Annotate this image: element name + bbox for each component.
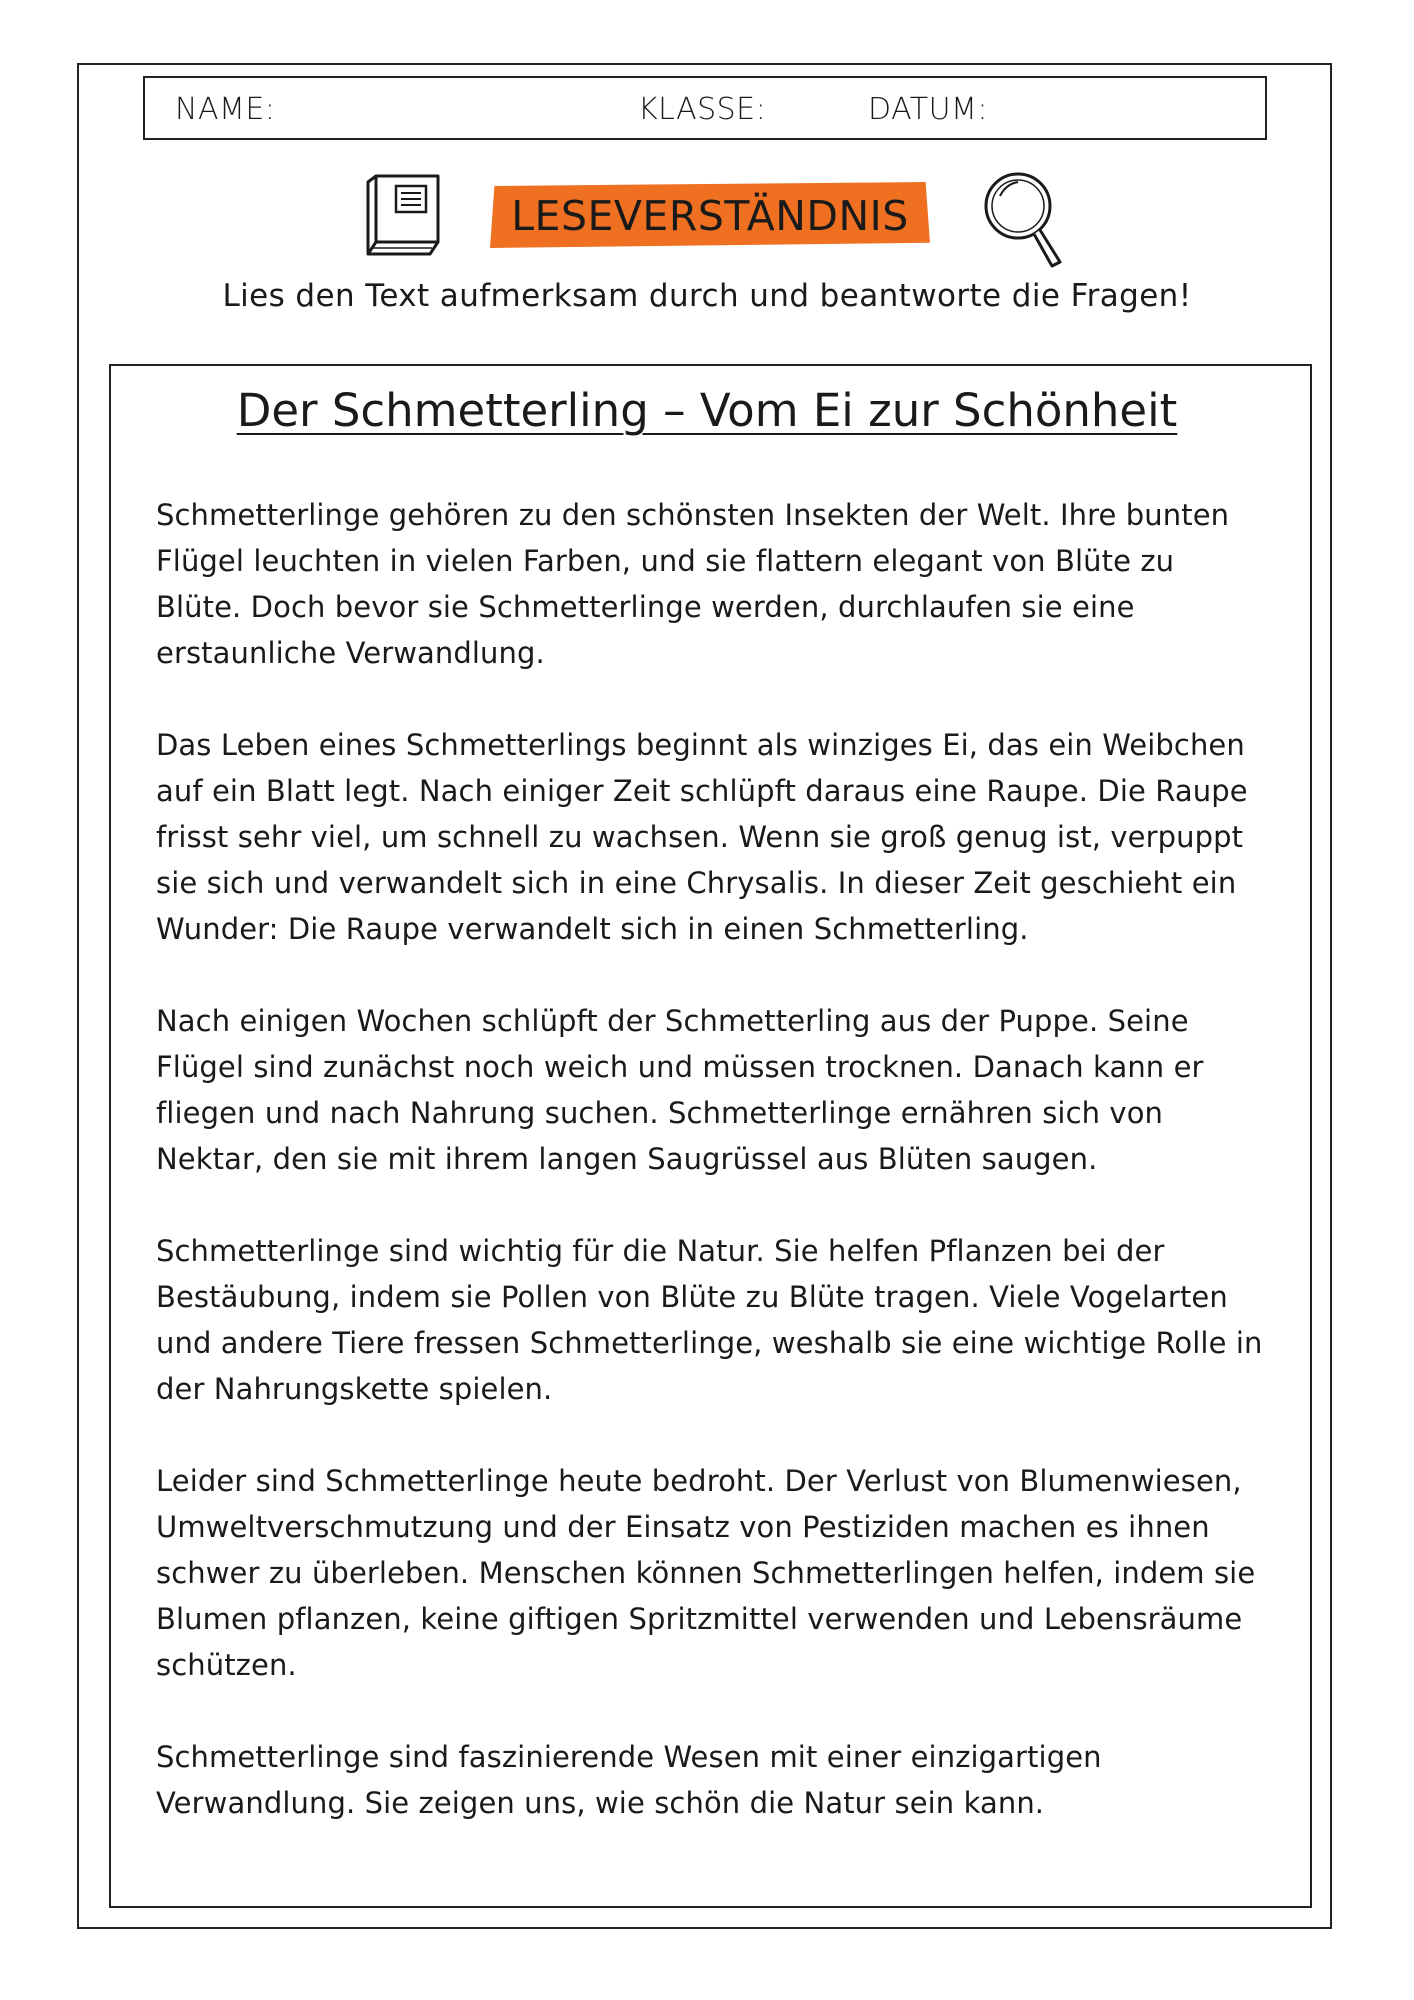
book-icon [362,172,444,258]
instruction-text: Lies den Text aufmerksam durch und beantworte die Fragen! [222,278,1192,314]
paragraph-3: Nach einigen Wochen schlüpft der Schmetterling aus der Puppe. Seine Flügel sind zunächst noch weich und müssen trocknen. Danach kann er fliegen und nach Nahrung suchen. Schmetterlinge ernähren sich von Nektar, den sie mit ihrem langen Saugrüssel aus Blüten saugen. [156,1004,1204,1176]
student-info-box [143,76,1267,140]
article-body [156,492,1266,1872]
article-title: Der Schmetterling – Vom Ei zur Schönheit [236,384,1178,437]
paragraph-4: Schmetterlinge sind wichtig für die Natur. Sie helfen Pflanzen bei der Bestäubung, indem sie Pollen von Blüte zu Blüte tragen. Viele Vogelarten und andere Tiere fressen Schmetterlinge, weshalb sie eine wichtige Rolle in der Nahrungskette spielen. [156,1234,1263,1406]
paragraph-1: Schmetterlinge gehören zu den schönsten Insekten der Welt. Ihre bunten Flügel leuchten in vielen Farben, und sie flattern elegant von Blüte zu Blüte. Doch bevor sie Schmetterlinge werden, durchlaufen sie eine erstaunliche Verwandlung. [156,498,1230,670]
banner-title: LESEVERSTÄNDNIS [511,192,909,240]
date-field-label: DATUM: [868,92,989,127]
paragraph-6: Schmetterlinge sind faszinierende Wesen mit einer einzigartigen Verwandlung. Sie zeigen uns, wie schön die Natur sein kann. [156,1740,1102,1820]
class-field-label: KLASSE: [638,92,767,127]
paragraph-5: Leider sind Schmetterlinge heute bedroht. Der Verlust von Blumenwiesen, Umweltverschmutzung und der Einsatz von Pestiziden machen es ihnen schwer zu überleben. Menschen können Schmetterlingen helfen, indem sie Blumen pflanzen, keine giftigen Spritzmittel verwenden und Lebensräume schützen. [156,1464,1256,1682]
paragraph-2: Das Leben eines Schmetterlings beginnt als winziges Ei, das ein Weibchen auf ein Blatt legt. Nach einiger Zeit schlüpft daraus eine Raupe. Die Raupe frisst sehr viel, um schnell zu wachsen. Wenn sie groß genug ist, verpuppt sie sich und verwandelt sich in eine Chrysalis. In dieser Zeit geschieht ein Wunder: Die Raupe verwandelt sich in einen Schmetterling. [156,728,1248,946]
magnifier-icon [980,170,1066,270]
name-field-label: NAME: [175,92,276,127]
